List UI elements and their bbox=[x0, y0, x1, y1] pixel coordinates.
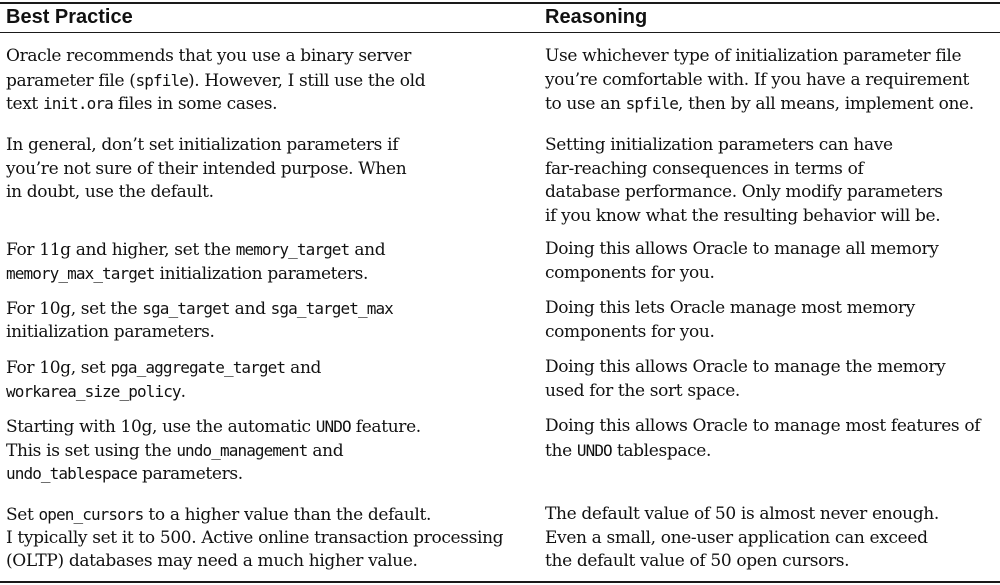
text-line bbox=[545, 69, 974, 93]
text-run: ). However, I still use the old bbox=[187, 70, 426, 91]
text-run: text bbox=[6, 94, 43, 114]
text-run: Doing this lets Oracle manage most memory bbox=[545, 298, 915, 318]
text-run: initialization parameters. bbox=[154, 263, 369, 284]
text-run: components for you. bbox=[545, 262, 715, 283]
best-practice-cell bbox=[6, 134, 406, 205]
text-line bbox=[545, 356, 945, 380]
text-run: if you know what the resulting behavior will be. bbox=[545, 205, 941, 226]
text-run: I typically set it to 500. Active online transaction processing bbox=[6, 527, 504, 548]
text-line bbox=[545, 262, 939, 286]
text-run: to a higher value than the default. bbox=[143, 505, 432, 525]
text-line bbox=[6, 297, 393, 321]
text-run: in doubt, use the default. bbox=[6, 182, 214, 202]
text-line bbox=[545, 439, 980, 463]
text-line bbox=[6, 69, 425, 93]
text-run: , then by all means, implement one. bbox=[678, 94, 974, 114]
text-run: and bbox=[307, 440, 344, 461]
text-line bbox=[545, 205, 943, 229]
text-run: and bbox=[229, 299, 271, 319]
text-line bbox=[6, 262, 385, 286]
best-practice-cell bbox=[6, 503, 503, 574]
text-run: to use an bbox=[545, 94, 626, 114]
text-run: used for the sort space. bbox=[545, 380, 740, 401]
text-line bbox=[545, 503, 939, 527]
text-run: database performance. Only modify parameters bbox=[545, 182, 943, 202]
text-run: Starting with 10g, use the automatic bbox=[6, 417, 316, 437]
text-line bbox=[545, 92, 974, 116]
code-term: spfile bbox=[625, 94, 679, 113]
code-term: sga_target_max bbox=[270, 299, 393, 318]
text-run: the bbox=[545, 440, 577, 461]
text-run: Doing this allows Oracle to manage the memory bbox=[545, 357, 946, 377]
text-run: In general, don’t set initialization parameters if bbox=[6, 135, 399, 155]
text-line bbox=[545, 527, 939, 551]
code-term: undo_management bbox=[176, 440, 308, 460]
text-run: Setting initialization parameters can have bbox=[545, 135, 893, 155]
code-term: UNDO bbox=[576, 440, 612, 460]
reasoning-cell bbox=[545, 134, 943, 228]
text-line bbox=[6, 134, 406, 158]
text-run: . bbox=[180, 381, 186, 402]
best-practice-cell bbox=[6, 415, 421, 486]
text-run: the default value of 50 open cursors. bbox=[545, 551, 850, 571]
text-run: parameters. bbox=[137, 464, 243, 484]
code-term: memory_target bbox=[235, 240, 350, 259]
code-term: workarea_size_policy bbox=[6, 381, 181, 401]
best-practice-cell bbox=[6, 356, 321, 403]
text-line bbox=[6, 550, 503, 574]
code-term: open_cursors bbox=[38, 505, 144, 524]
text-line bbox=[6, 415, 421, 439]
column-header-reasoning: Reasoning bbox=[545, 6, 648, 28]
text-run: tablespace. bbox=[611, 440, 712, 461]
header-rule bbox=[0, 32, 1000, 33]
text-line bbox=[6, 238, 385, 262]
text-run: For 11g and higher, set the bbox=[6, 240, 236, 260]
text-line bbox=[545, 134, 943, 158]
text-line bbox=[6, 158, 406, 182]
text-line bbox=[545, 238, 939, 262]
code-term: init.ora bbox=[42, 94, 113, 113]
text-run: (OLTP) databases may need a much higher value. bbox=[6, 551, 418, 571]
text-line bbox=[6, 181, 406, 205]
text-run: far-reaching consequences in terms of bbox=[545, 158, 864, 179]
text-run: This is set using the bbox=[6, 440, 177, 461]
text-line bbox=[6, 356, 321, 380]
text-run: files in some cases. bbox=[112, 94, 278, 114]
text-run: and bbox=[285, 358, 322, 378]
text-run: initialization parameters. bbox=[6, 321, 215, 342]
reasoning-cell bbox=[545, 238, 939, 285]
text-run: you’re not sure of their intended purpose. When bbox=[6, 158, 407, 179]
text-run: feature. bbox=[350, 417, 421, 437]
text-run: you’re comfortable with. If you have a requirement bbox=[545, 69, 970, 90]
text-run: Doing this allows Oracle to manage most features of bbox=[545, 416, 981, 436]
text-run: Set bbox=[6, 505, 39, 525]
text-line bbox=[545, 45, 974, 69]
reasoning-cell bbox=[545, 297, 915, 344]
text-run: parameter file ( bbox=[6, 70, 136, 91]
text-run: For 10g, set the bbox=[6, 299, 143, 319]
text-line bbox=[545, 158, 943, 182]
text-line bbox=[6, 45, 425, 69]
text-run: Even a small, one-user application can exceed bbox=[545, 527, 928, 548]
reasoning-cell bbox=[545, 356, 945, 403]
best-practice-cell bbox=[6, 297, 393, 344]
text-line bbox=[6, 527, 503, 551]
code-term: memory_max_target bbox=[6, 263, 155, 283]
column-header-best-practice: Best Practice bbox=[6, 6, 133, 28]
text-line bbox=[545, 550, 939, 574]
code-term: pga_aggregate_target bbox=[110, 358, 286, 377]
code-term: undo_tablespace bbox=[6, 464, 137, 483]
text-run: components for you. bbox=[545, 321, 715, 342]
reasoning-cell bbox=[545, 415, 980, 462]
text-run: and bbox=[349, 240, 386, 260]
text-run: The default value of 50 is almost never enough. bbox=[545, 504, 939, 524]
text-run: Oracle recommends that you use a binary server bbox=[6, 46, 411, 66]
text-run: Doing this allows Oracle to manage all memory bbox=[545, 239, 939, 259]
text-line bbox=[6, 380, 321, 404]
best-practice-cell bbox=[6, 45, 425, 116]
text-line bbox=[6, 439, 421, 463]
code-term: UNDO bbox=[315, 417, 351, 436]
reasoning-cell bbox=[545, 45, 974, 116]
text-line bbox=[545, 321, 915, 345]
table-bottom-rule bbox=[0, 581, 1000, 583]
table-top-rule bbox=[0, 2, 1000, 4]
text-line bbox=[545, 415, 980, 439]
text-run: Use whichever type of initialization parameter file bbox=[545, 46, 962, 66]
text-line bbox=[6, 321, 393, 345]
text-line bbox=[6, 92, 425, 116]
text-line bbox=[545, 380, 945, 404]
reasoning-cell bbox=[545, 503, 939, 574]
best-practice-cell bbox=[6, 238, 385, 285]
code-term: spfile bbox=[135, 70, 188, 90]
text-line bbox=[545, 297, 915, 321]
text-run: For 10g, set bbox=[6, 358, 111, 378]
text-line bbox=[6, 503, 503, 527]
code-term: sga_target bbox=[142, 299, 230, 318]
text-line bbox=[6, 462, 421, 486]
text-line bbox=[545, 181, 943, 205]
